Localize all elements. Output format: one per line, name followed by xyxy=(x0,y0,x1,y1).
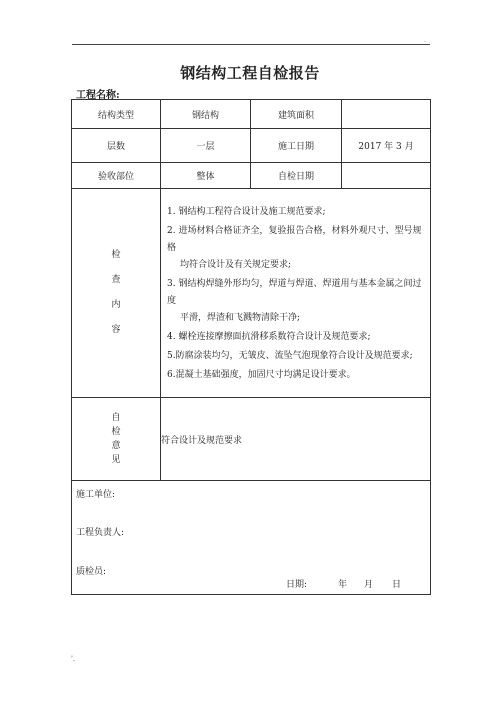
top-mark: . xyxy=(424,37,426,44)
inspection-item-continuation: 平滑，焊渣和飞溅物清除干净; xyxy=(180,313,301,323)
area-value xyxy=(342,100,431,129)
opinion-label-char: 意 xyxy=(111,440,121,451)
project-name-label: 工程名称: xyxy=(76,90,120,101)
inspection-label-char: 查 xyxy=(111,275,121,285)
floors-label: 层数 xyxy=(72,129,161,163)
inspection-item-continuation: 均符合设计及有关规定要求; xyxy=(180,260,292,270)
inspection-item-text: 6.混凝土基础强度，加固尺寸均满足设计要求。 xyxy=(167,370,356,380)
header-rule xyxy=(72,44,430,45)
inspection-item-text: 4. 螺栓连接摩擦面抗滑移系数符合设计及规范要求; xyxy=(167,332,371,342)
inspection-content-label xyxy=(72,189,161,398)
acceptance-part-value: 整体 xyxy=(161,163,251,189)
table-row xyxy=(72,398,431,481)
inspection-item xyxy=(167,348,424,365)
table-row xyxy=(72,163,431,189)
self-check-date-value xyxy=(342,163,431,189)
day-label: 日 xyxy=(392,580,402,590)
self-check-opinion-label xyxy=(72,398,161,481)
table-row xyxy=(72,189,431,398)
quality-inspector-label: 质检员: xyxy=(76,567,107,577)
table-row xyxy=(72,129,431,163)
acceptance-part-label: 验收部位 xyxy=(72,163,161,189)
date-label: 日期: xyxy=(286,580,308,590)
table-row xyxy=(72,100,431,129)
construction-date-label: 施工日期 xyxy=(251,129,342,163)
inspection-item-text: 1. 钢结构工程符合设计及施工规范要求; xyxy=(167,207,326,217)
inspection-item xyxy=(167,204,424,221)
inspection-content xyxy=(161,189,431,398)
project-manager-label: 工程负责人: xyxy=(76,528,125,538)
self-check-table xyxy=(71,99,431,595)
inspection-label-char: 检 xyxy=(111,250,121,260)
month-label: 月 xyxy=(364,580,374,590)
inspection-item xyxy=(167,223,424,274)
self-check-opinion: 符合设计及规范要求 xyxy=(161,398,431,481)
floors-value: 一层 xyxy=(161,129,251,163)
area-label: 建筑面积 xyxy=(251,100,342,129)
inspection-item-text: 3. 钢结构焊缝外形均匀，焊道与焊道、焊道用与基本金属之间过度 xyxy=(167,279,422,306)
structure-type-label: 结构类型 xyxy=(72,100,161,129)
inspection-item-text: 5.防腐涂装均匀，无皱皮、流坠气泡现象符合设计及规范要求; xyxy=(167,351,413,361)
construction-date-value: 2017 年 3 月 xyxy=(342,129,431,163)
inspection-item xyxy=(167,329,424,346)
inspection-item-text: 2. 进场材料合格证齐全，复验报告合格，材料外观尺寸、型号规格 xyxy=(167,226,422,253)
signature-date xyxy=(286,577,401,590)
structure-type-value: 钢结构 xyxy=(161,100,251,129)
table-row xyxy=(72,481,431,595)
opinion-label-char: 检 xyxy=(111,426,121,437)
inspection-label-char: 内 xyxy=(111,300,121,310)
year-label: 年 xyxy=(338,580,348,590)
inspection-label-char: 容 xyxy=(111,325,121,335)
signature-area xyxy=(72,481,431,595)
opinion-label-char: 见 xyxy=(111,454,121,465)
self-check-date-label: 自检日期 xyxy=(251,163,342,189)
bottom-mark: '. xyxy=(71,655,76,663)
inspection-item xyxy=(167,367,424,384)
opinion-label-char: 自 xyxy=(111,412,121,423)
construction-unit-label: 施工单位: xyxy=(76,490,116,500)
page-title: 钢结构工程自检报告 xyxy=(180,64,320,82)
inspection-item xyxy=(167,276,424,327)
